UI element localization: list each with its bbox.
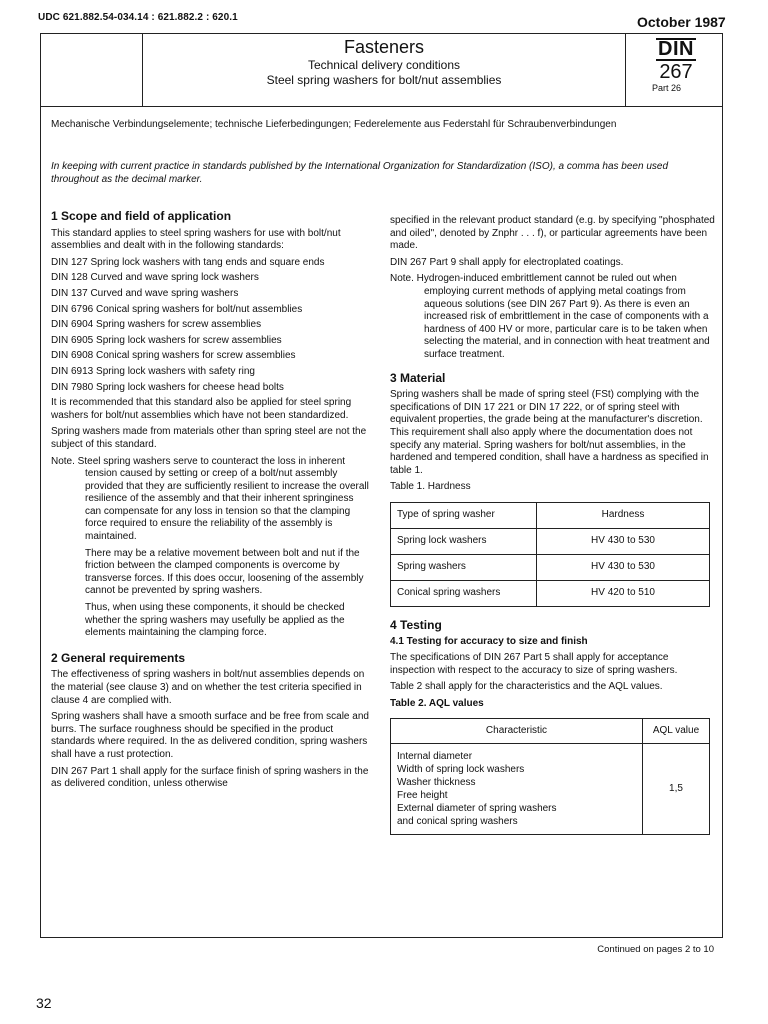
iso-decimal-note: In keeping with current practice in standards published by the International Organization for Standardization (ISO), a comma has been used throughout as the decimal marker.: [51, 161, 669, 185]
standard-number: 267: [659, 61, 693, 83]
document-subtitle-2: Steel spring washers for bolt/nut assemblies: [266, 73, 502, 87]
din-logo: [648, 38, 704, 93]
list-item: External diameter of spring washers: [397, 803, 557, 815]
table-cell: HV 430 to 530: [537, 528, 710, 554]
list-item: Internal diameter: [397, 751, 473, 763]
section-2-paragraph: Spring washers shall have a smooth surface and be free from scale and burrs. The surface roughness should be specified in the product standards where required. In the as delivered condition, spring washers shall have a rust protection.: [51, 711, 369, 760]
list-item: DIN 6796 Conical spring washers for bolt/nut assemblies: [51, 303, 303, 315]
table-header-row: [391, 719, 710, 744]
section-1-paragraph: It is recommended that this standard also be applied for steel spring washers for bolt/nut assemblies which have not been standardized.: [51, 397, 352, 421]
din-logo-word: DIN: [658, 38, 694, 60]
list-item: DIN 6913 Spring lock washers with safety ring: [51, 365, 255, 377]
document-subtitle-1: Technical delivery conditions: [307, 58, 461, 72]
table-row: [391, 744, 710, 835]
list-item: DIN 7980 Spring lock washers for cheese head bolts: [51, 381, 284, 393]
table-cell: Spring lock washers: [391, 528, 537, 554]
section-2-paragraph: specified in the relevant product standard (e.g. by specifying "phosphated and oiled", denoted by Znphr . . . f), or particular agreements have been made.: [390, 215, 715, 252]
list-item: DIN 127 Spring lock washers with tang ends and square ends: [51, 256, 325, 268]
section-2-note: Note. Hydrogen-induced embrittlement cannot be ruled out when employing current methods of applying metal coatings from aqueous solutions (see DIN 267 Part 9). As there is even an increased risk of embrittlement in the case of components with a hardness of 400 HV or more, particular care is to be taken when selecting the material, and in connection with heat treatment and surface treatment.: [390, 273, 710, 360]
table-row: [391, 528, 710, 554]
hardness-table: [390, 502, 710, 607]
table-cell: HV 430 to 530: [537, 554, 710, 580]
list-item: DIN 6905 Spring lock washers for screw assemblies: [51, 334, 282, 346]
standards-list: [51, 257, 371, 394]
section-1-heading: 1 Scope and field of application: [51, 209, 232, 223]
table-header: Type of spring washer: [391, 502, 537, 528]
left-column: [51, 210, 371, 795]
list-item: Width of spring lock washers: [397, 764, 525, 776]
document-header: [40, 33, 723, 107]
list-item: DIN 137 Curved and wave spring washers: [51, 287, 239, 299]
section-1-note: There may be a relative movement between bolt and nut if the friction between the clamped components is overcome by transverse forces. If this does occur, loosening of the assembly cannot be prevented by spring washers.: [85, 547, 364, 597]
table-cell: HV 420 to 510: [537, 580, 710, 606]
header-left-cell: [40, 33, 143, 107]
section-4-heading: 4 Testing: [390, 617, 442, 632]
issue-date: October 1987: [637, 14, 726, 30]
table-1-caption: Table 1. Hardness: [390, 481, 471, 493]
standard-part: Part 26: [652, 83, 682, 93]
list-item: DIN 6908 Conical spring washers for screw assemblies: [51, 350, 296, 362]
section-1-paragraph: Spring washers made from materials other than spring steel are not the subject of this standard.: [51, 426, 367, 450]
section-4-paragraph: Table 2 shall apply for the characteristics and the AQL values.: [390, 681, 663, 693]
table-row: [391, 580, 710, 606]
section-1-intro: This standard applies to steel spring washers for use with bolt/nut assemblies and dealt with in the following standards:: [51, 227, 341, 252]
section-1-note: Thus, when using these components, it should be checked whether the spring washers may usefully be applied as the elements maintaining the clamping force.: [85, 602, 345, 639]
section-2-paragraph: DIN 267 Part 9 shall apply for electroplated coatings.: [390, 256, 624, 268]
document-title: Fasteners: [343, 37, 425, 57]
section-3-heading: 3 Material: [390, 370, 446, 385]
table-header: AQL value: [643, 719, 710, 744]
german-title: Mechanische Verbindungselemente; technische Lieferbedingungen; Federelemente aus Federstahl für Schraubenverbindungen: [51, 119, 617, 130]
section-4-1-heading: 4.1 Testing for accuracy to size and finish: [390, 636, 588, 648]
udc-code: UDC 621.882.54-034.14 : 621.882.2 : 620.1: [38, 12, 238, 23]
header-right-cell: [625, 33, 723, 107]
list-item: and conical spring washers: [397, 816, 518, 828]
table-header: Characteristic: [391, 719, 643, 744]
section-4-paragraph: The specifications of DIN 267 Part 5 shall apply for acceptance inspection with respect to the accuracy to size of spring washers.: [390, 652, 678, 676]
section-2-paragraph: The effectiveness of spring washers in bolt/nut assemblies depends on the material (see clause 3) and on whether the test criteria specified in clause 4 are complied with.: [51, 669, 365, 706]
list-item: DIN 6904 Spring washers for screw assemblies: [51, 319, 262, 331]
table-row: [391, 554, 710, 580]
table-cell: Spring washers: [391, 554, 537, 580]
table-header-row: [391, 502, 710, 528]
table-cell: Conical spring washers: [391, 580, 537, 606]
table-header: Hardness: [537, 502, 710, 528]
aql-table: [390, 718, 710, 835]
list-item: Free height: [397, 790, 448, 802]
table-cell: [391, 744, 643, 835]
table-2-caption: Table 2. AQL values: [390, 697, 484, 709]
aql-value: 1,5: [643, 744, 710, 835]
right-column: [390, 215, 715, 835]
section-1-note: Note. Steel spring washers serve to counteract the loss in inherent tension caused by setting or creep of a bolt/nut assembly provided that they are sufficiently resilient to increase the overall resilience of the assembly and that their inherent springiness can compensate for any loss in tension so that the clamping force required to ensure the reliability of the assembly is maintained.: [51, 455, 369, 543]
continued-notice: Continued on pages 2 to 10: [597, 944, 714, 955]
section-2-paragraph: DIN 267 Part 1 shall apply for the surface finish of spring washers in the as delivered condition, unless otherwise: [51, 765, 369, 790]
list-item: Washer thickness: [397, 777, 476, 789]
characteristics-list: [397, 750, 636, 828]
list-item: DIN 128 Curved and wave spring lock washers: [51, 272, 259, 284]
header-title-block: [143, 37, 625, 88]
section-2-heading: 2 General requirements: [51, 650, 186, 665]
section-3-paragraph: Spring washers shall be made of spring steel (FSt) complying with the specifications of DIN 17 221 or DIN 17 222, or of spring steel with equivalent properties, the grade being at the manufacturer's discretion. This requirement shall also apply where the documentation does not specify any material. Spring washers for bolt/nut assemblies, in the hardened and tempered condition, shall have a hardness as specified in table 1.: [390, 389, 709, 476]
page-number: 32: [36, 995, 52, 1011]
